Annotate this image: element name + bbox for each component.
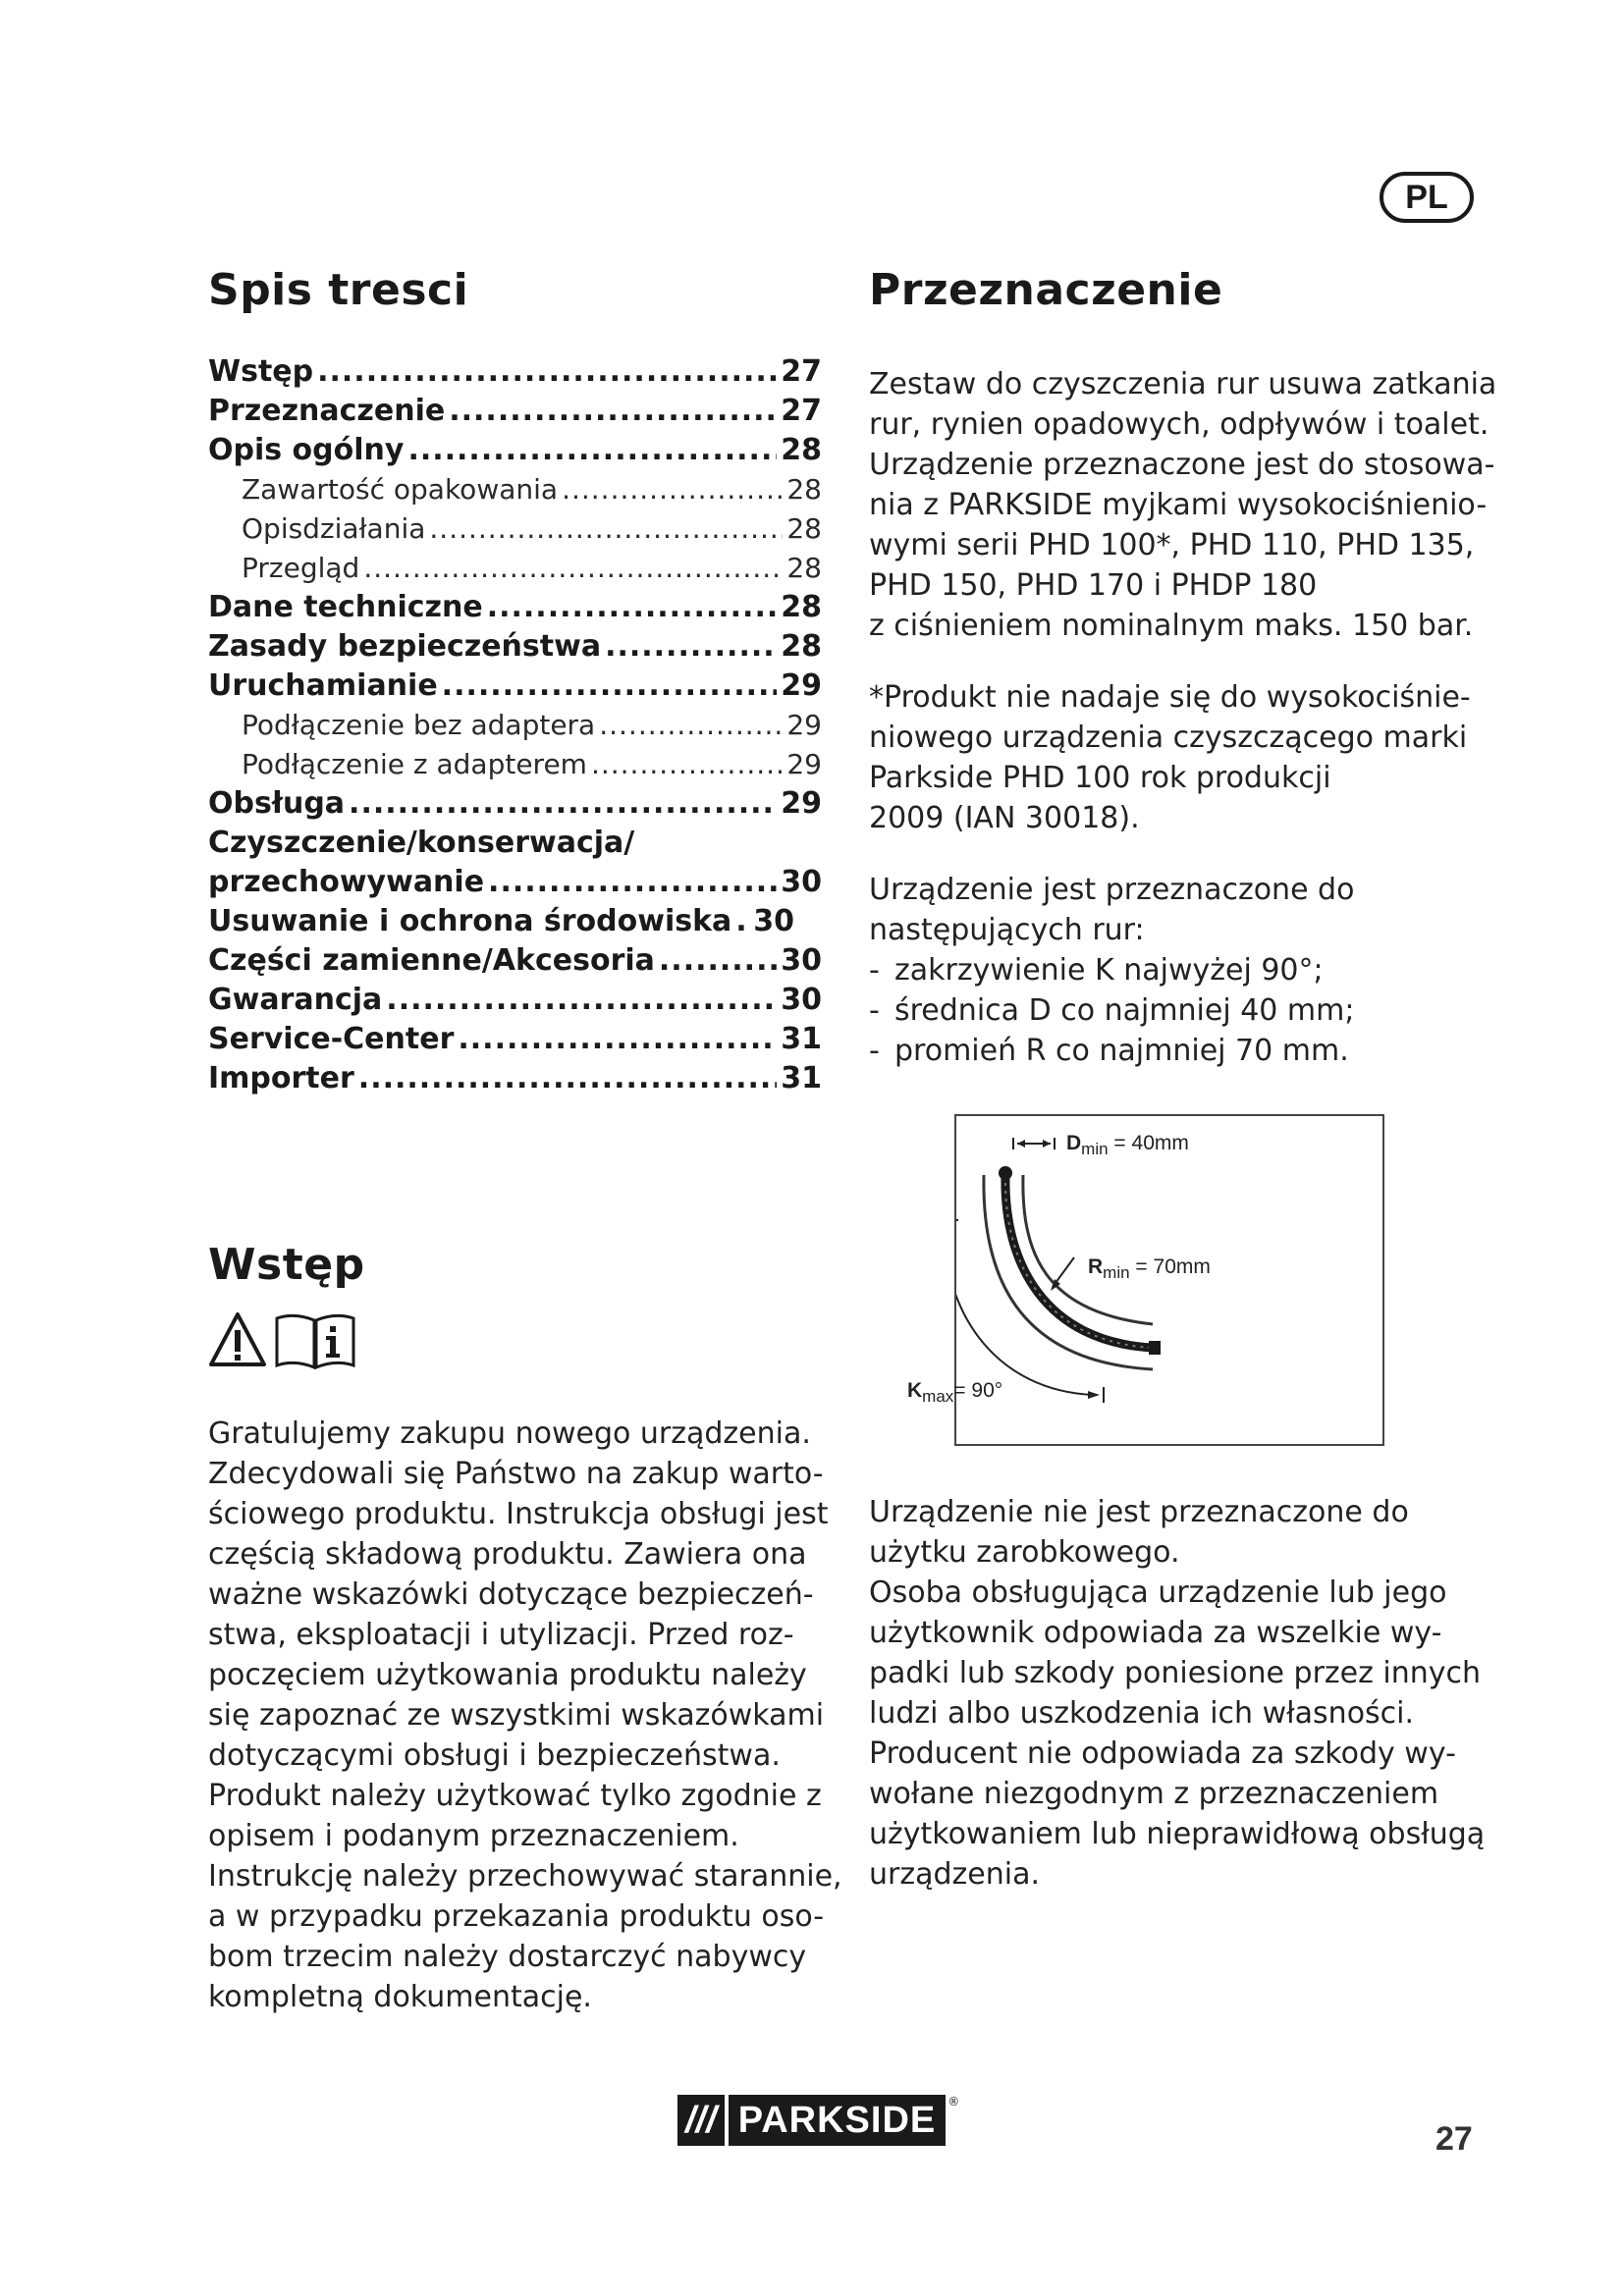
notice-line: padki lub szkody poniesione przez innych	[869, 1656, 1482, 1690]
toc-entry-label: Gwarancja	[208, 983, 383, 1017]
purpose-section	[869, 265, 1497, 1071]
notice-line: Producent nie odpowiada za szkody wy-	[869, 1736, 1456, 1771]
d-min-label: $D_{min} = 40mm$	[1066, 1132, 1189, 1159]
warning-icon	[208, 1310, 267, 1369]
toc-entry-page: 28	[781, 590, 822, 624]
toc-entry-page: 31	[781, 1061, 822, 1095]
toc-entry-label: Service-Center	[208, 1022, 455, 1056]
toc-entry-page: 31	[781, 1022, 822, 1056]
toc-entry[interactable]	[208, 941, 822, 981]
purpose-line: z ciśnieniem nominalnym maks. 150 bar.	[869, 609, 1474, 643]
k-max-label: $K_{max}= 90^\circ$	[907, 1379, 1003, 1407]
intro-line: dotyczącymi obsługi i bezpieczeństwa.	[208, 1738, 781, 1773]
intro-line: się zapoznać ze wszystkimi wskazówkami	[208, 1698, 825, 1733]
notice-line: ludzi albo uszkodzenia ich własności.	[869, 1696, 1415, 1731]
toc-entry-label: Obsługa	[208, 786, 346, 821]
purpose-title: Przeznaczenie	[869, 265, 1223, 315]
toc-entry[interactable]	[208, 1059, 822, 1098]
toc-entry-label: Uruchamianie	[208, 668, 438, 703]
intro-line: Instrukcję należy przechowywać starannie,	[208, 1859, 842, 1894]
notice-line: Urządzenie nie jest przeznaczone do	[869, 1495, 1409, 1529]
pipe-requirements	[869, 870, 1488, 1071]
toc-section	[208, 265, 822, 1098]
purpose-line: wymi serii PHD 100*, PHD 110, PHD 135,	[869, 528, 1475, 562]
toc-entry-label: Czyszczenie/konserwacja/	[208, 826, 635, 860]
toc-entry-label: Dane techniczne	[208, 590, 483, 624]
toc-entry-label: Podłączenie z adapterem	[242, 748, 587, 780]
page-number: 27	[1435, 2120, 1473, 2158]
footnote-line: Parkside PHD 100 rok produkcji	[869, 761, 1331, 795]
intro-line: Produkt należy użytkować tylko zgodnie z	[208, 1779, 822, 1813]
toc-subentry[interactable]	[208, 745, 822, 784]
r-min-label: $R_{min} = 70mm$	[1088, 1255, 1211, 1283]
toc-entry-page: 29	[786, 709, 822, 741]
toc-entry-label: Importer	[208, 1061, 354, 1095]
footnote-paragraph	[869, 677, 1488, 838]
toc-entry-page: 30	[781, 865, 822, 899]
notice-line: użytkownik odpowiada za wszelkie wy-	[869, 1616, 1442, 1650]
toc-entry[interactable]	[208, 902, 822, 941]
notice-line: użytku zarobkowego.	[869, 1535, 1180, 1570]
toc-entry-page: 29	[781, 786, 822, 821]
toc-entry-label: przechowywanie	[208, 865, 485, 899]
toc-subentry[interactable]	[208, 509, 822, 549]
logo-registered: ®	[947, 2095, 960, 2109]
toc-entry-page: 29	[781, 668, 822, 703]
toc-entry-label: Przegląd	[242, 552, 360, 584]
intro-title: Wstęp	[208, 1240, 365, 1290]
purpose-line: PHD 150, PHD 170 i PHDP 180	[869, 568, 1318, 603]
notice-line: wołane niezgodnym z przeznaczeniem	[869, 1777, 1439, 1811]
footnote-line: niowego urządzenia czyszczącego marki	[869, 721, 1468, 755]
notice-line: użytkowaniem lub nieprawidłową obsługą	[869, 1817, 1486, 1851]
list-item: - promień R co najmniej 70 mm.	[869, 1034, 1349, 1068]
toc-entry[interactable]	[208, 352, 822, 392]
toc-entry-page: 28	[781, 629, 822, 664]
toc-entry[interactable]	[208, 981, 822, 1020]
parkside-logo	[677, 2095, 959, 2146]
toc-entry-page: 28	[786, 552, 822, 584]
toc-subentry[interactable]	[208, 706, 822, 745]
intro-line: bom trzecim należy dostarczyć nabywcy	[208, 1940, 807, 1974]
toc-entry-label: Opis ogólny	[208, 433, 405, 467]
intro-line: Gratulujemy zakupu nowego urządzenia.	[208, 1416, 811, 1451]
toc-entry-label: Wstęp	[208, 354, 314, 389]
notice-line: urządzenia.	[869, 1857, 1040, 1892]
toc-entry-page: 27	[781, 394, 822, 428]
toc-entry-page: 28	[786, 512, 822, 545]
logo-text: PARKSIDE	[729, 2095, 947, 2146]
footnote-line: *Produkt nie nadaje się do wysokociśnie-	[869, 680, 1471, 715]
toc-subentry[interactable]	[208, 470, 822, 509]
toc-entry[interactable]	[208, 431, 822, 470]
pipe-diagram	[907, 1114, 1384, 1446]
footnote-line: 2009 (IAN 30018).	[869, 801, 1140, 835]
toc-entry-page: 30	[781, 983, 822, 1017]
toc-entry-page: 27	[781, 354, 822, 389]
purpose-line: Zestaw do czyszczenia rur usuwa zatkania	[869, 367, 1497, 401]
toc-entry-page: 30	[781, 943, 822, 978]
toc-entry[interactable]	[208, 1020, 822, 1059]
toc-list	[208, 352, 822, 1098]
purpose-line: nia z PARKSIDE myjkami wysokociśnienio-	[869, 488, 1488, 522]
requirements-line: Urządzenie jest przeznaczone do	[869, 873, 1355, 907]
toc-entry-label: Zawartość opakowania	[242, 473, 559, 506]
toc-entry-page: 30	[753, 904, 795, 938]
toc-entry-label: Części zamienne/Akcesoria	[208, 943, 655, 978]
requirements-line: następujących rur:	[869, 913, 1145, 947]
intro-line: poczęciem użytkowania produktu należy	[208, 1658, 807, 1692]
intro-line: Zdecydowali się Państwo na zakup warto-	[208, 1457, 824, 1491]
intro-line: ważne wskazówki dotyczące bezpieczeń-	[208, 1577, 814, 1612]
toc-entry[interactable]	[208, 667, 822, 706]
intro-icons	[208, 1310, 357, 1371]
notice-line: Osoba obsługująca urządzenie lub jego	[869, 1575, 1447, 1610]
toc-entry-wrapped[interactable]	[208, 824, 822, 863]
toc-entry[interactable]	[208, 784, 822, 824]
intro-line: ściowego produktu. Instrukcja obsługi jest	[208, 1497, 829, 1531]
toc-title: Spis tresci	[208, 265, 469, 315]
logo-slashes: ///	[677, 2095, 725, 2146]
toc-entry-page: 28	[786, 473, 822, 506]
intro-line: a w przypadku przekazania produktu oso-	[208, 1899, 825, 1934]
intro-line: częścią składową produktu. Zawiera ona	[208, 1537, 807, 1572]
list-item: - zakrzywienie K najwyżej 90°;	[869, 953, 1324, 988]
toc-entry-label: Zasady bezpieczeństwa	[208, 629, 602, 664]
intro-line: kompletną dokumentację.	[208, 1980, 592, 2014]
toc-entry-label: Podłączenie bez adaptera	[242, 709, 596, 741]
purpose-line: rur, rynien opadowych, odpływów i toalet.	[869, 407, 1489, 442]
toc-entry[interactable]	[208, 392, 822, 431]
toc-entry-label: Opisdziałania	[242, 512, 426, 545]
toc-entry[interactable]	[208, 627, 822, 667]
toc-entry[interactable]	[208, 588, 822, 627]
usage-notice	[869, 1492, 1485, 1895]
toc-entry[interactable]	[208, 863, 822, 902]
language-badge	[1380, 172, 1474, 223]
intro-text	[208, 1414, 842, 2017]
toc-entry-page: 28	[781, 433, 822, 467]
purpose-line: Urządzenie przeznaczone jest do stosowa-	[869, 448, 1495, 482]
toc-entry-page: 29	[786, 748, 822, 780]
toc-entry-label: Usuwanie i ochrona środowiska	[208, 904, 732, 938]
intro-line: stwa, eksploatacji i utylizacji. Przed roz-	[208, 1618, 794, 1652]
purpose-paragraph	[869, 364, 1497, 646]
language-badge-text: PL	[1405, 178, 1448, 216]
toc-subentry[interactable]	[208, 549, 822, 588]
toc-entry-label: Przeznaczenie	[208, 394, 446, 428]
intro-line: opisem i podanym przeznaczeniem.	[208, 1819, 739, 1853]
read-manual-icon	[273, 1310, 357, 1371]
list-item: - średnica D co najmniej 40 mm;	[869, 993, 1355, 1028]
